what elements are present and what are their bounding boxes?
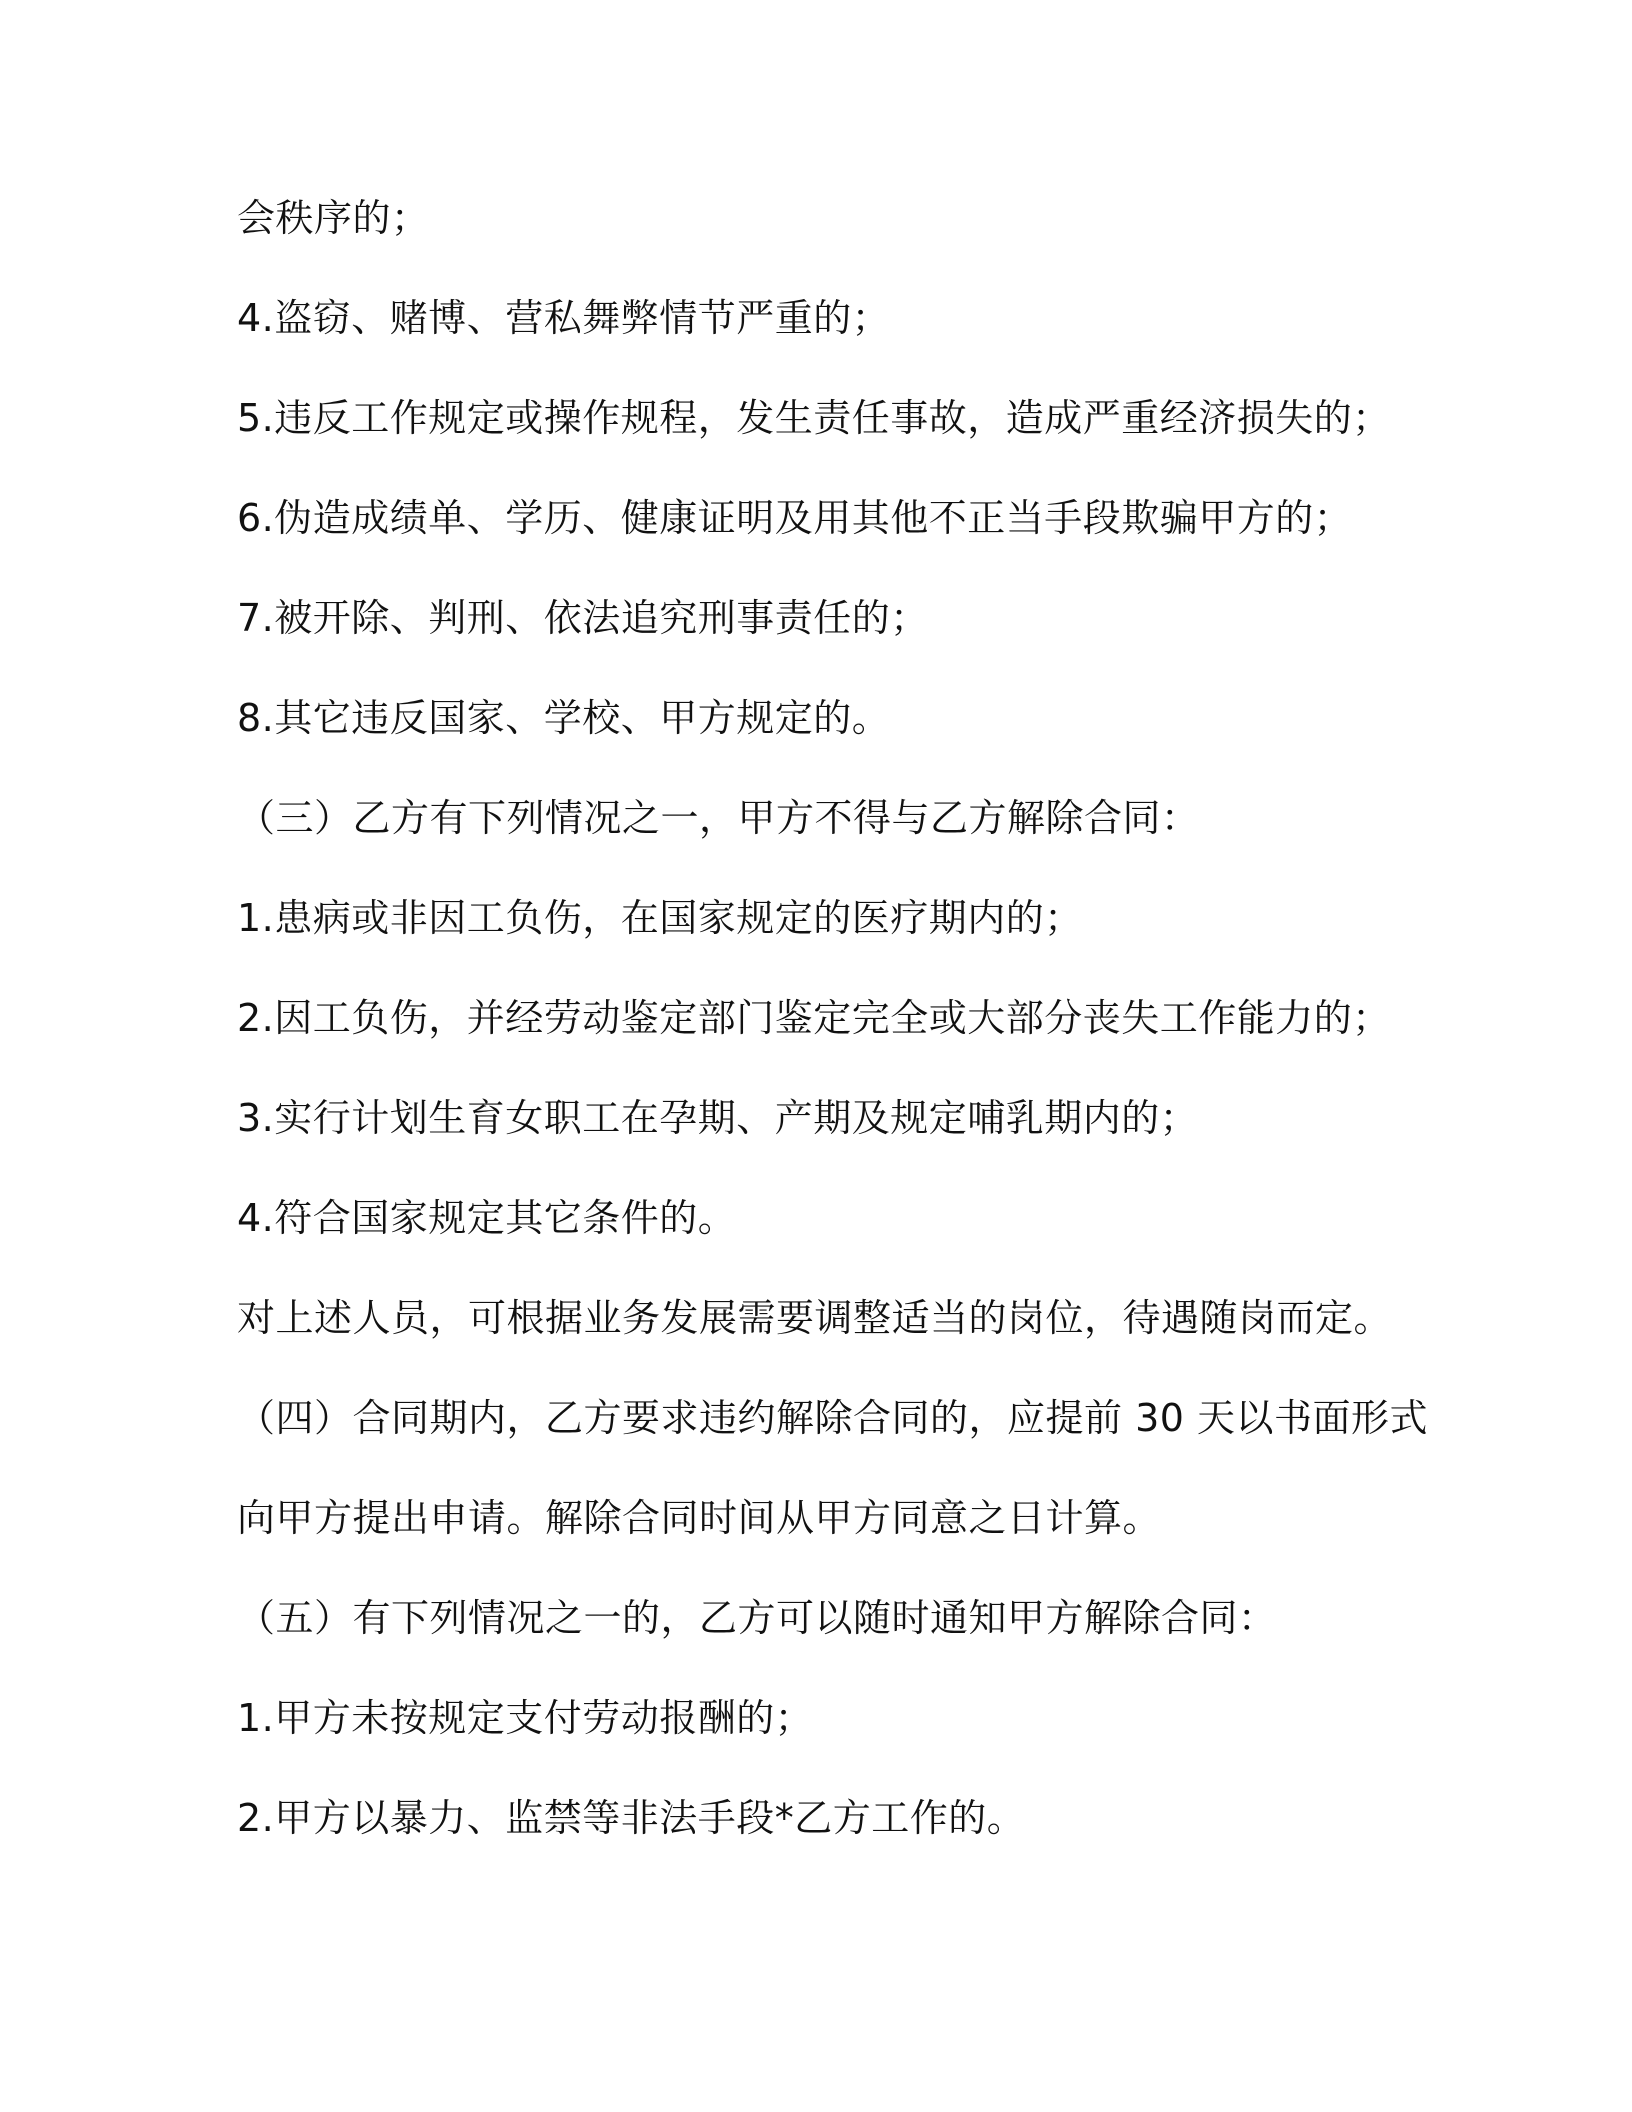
text-line: 会秩序的； (237, 196, 430, 240)
text-line: 2.因工负伤，并经劳动鉴定部门鉴定完全或大部分丧失工作能力的； (237, 996, 1391, 1040)
text-line: 8.其它违反国家、学校、甲方规定的。 (237, 696, 891, 740)
text-line: 5.违反工作规定或操作规程，发生责任事故，造成严重经济损失的； (237, 396, 1391, 440)
text-line: 3.实行计划生育女职工在孕期、产期及规定哺乳期内的； (237, 1096, 1199, 1140)
text-line: 对上述人员，可根据业务发展需要调整适当的岗位，待遇随岗而定。 (237, 1296, 1393, 1340)
text-line: 6.伪造成绩单、学历、健康证明及用其他不正当手段欺骗甲方的； (237, 496, 1353, 540)
text-line: 7.被开除、判刑、依法追究刑事责任的； (237, 596, 929, 640)
section-heading: （五）有下列情况之一的，乙方可以随时通知甲方解除合同： (237, 1596, 1277, 1640)
section-heading: （四）合同期内，乙方要求违约解除合同的，应提前 30 天以书面形式 (237, 1396, 1429, 1440)
text-line: 2.甲方以暴力、监禁等非法手段*乙方工作的。 (237, 1796, 1026, 1840)
text-line: 1.患病或非因工负伤，在国家规定的医疗期内的； (237, 896, 1083, 940)
text-line: 4.盗窃、赌博、营私舞弊情节严重的； (237, 296, 891, 340)
text-line: 向甲方提出申请。解除合同时间从甲方同意之日计算。 (237, 1496, 1162, 1540)
text-line: 1.甲方未按规定支付劳动报酬的； (237, 1696, 814, 1740)
text-line: 4.符合国家规定其它条件的。 (237, 1196, 737, 1240)
section-heading: （三）乙方有下列情况之一，甲方不得与乙方解除合同： (237, 796, 1200, 840)
